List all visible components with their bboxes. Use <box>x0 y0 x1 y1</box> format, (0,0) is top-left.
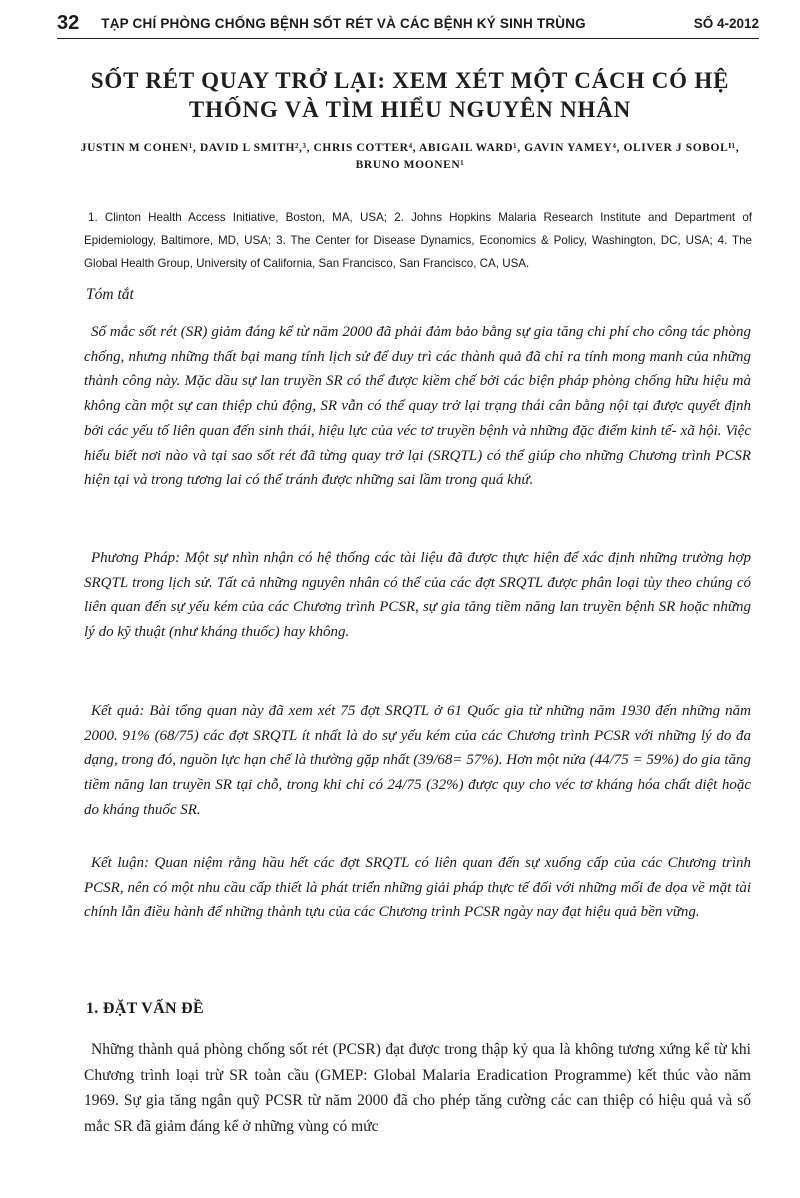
running-header <box>57 8 759 39</box>
issue-number: SỐ 4-2012 <box>693 15 759 31</box>
body-paragraph: Những thành quả phòng chống sốt rét (PCSR) đạt được trong thập kỷ qua là không tương xứng kể từ khi Chương trình loại trừ SR toàn cầu (GMEP: Global Malaria Eradication Programme) kết thúc vào năm 1969. Sự gia tăng ngân quỹ PCSR từ năm 2000 đã cho phép tăng cường các can thiệp có hiệu quả và số mắc SR đã giảm đáng kể ở những vùng có mức <box>84 1041 751 1135</box>
abstract-conclusion-paragraph: Kết luận: Quan niệm rằng hầu hết các đợt SRQTL có liên quan đến sự xuống cấp của các Chương trình PCSR, nên có một nhu cầu cấp thiết là phát triển những giải pháp thực tế đối với những mối đe dọa về mặt tài chính lẫn điều hành để những thành tựu của các Chương trình PCSR ngày nay đạt hiệu quả bền vững. <box>84 855 751 921</box>
abstract-methods-paragraph: Phương Pháp: Một sự nhìn nhận có hệ thống các tài liệu đã được thực hiện để xác định những trường hợp SRQTL trong lịch sử. Tất cả những nguyên nhân có thể của các đợt SRQTL được phân loại tùy theo chúng có liên quan đến sự yếu kém của các Chương trình PCSR, sự gia tăng tiềm năng lan truyền bệnh SR hoặc những lý do kỹ thuật (như kháng thuốc) hay không. <box>84 550 751 641</box>
abstract-summary-paragraph: Số mắc sốt rét (SR) giảm đáng kể từ năm 2000 đã phải đảm bảo bằng sự gia tăng chi phí cho công tác phòng chống, nhưng những thất bại mang tính lịch sử để duy trì các thành quả đã chỉ ra tính mong manh của những thành công này. Mặc dầu sự lan truyền SR có thể được kiềm chế bởi các biện pháp phòng chống hữu hiệu mà không cần một sự can thiệp chủ động, SR vẫn có thể quay trở lại trạng thái cân bằng nội tại được quyết định bởi các yếu tố liên quan đến sinh thái, hiệu lực của véc tơ truyền bệnh và những đặc điểm kinh tế- xã hội. Việc hiểu biết nơi nào và tại sao sốt rét đã từng quay trở lại (SRQTL) có thể giúp cho những Chương trình PCSR hiện tại và trong tương lai có thể tránh được những sai lầm trong quá khứ. <box>84 324 751 489</box>
article-title: SỐT RÉT QUAY TRỞ LẠI: XEM XÉT MỘT CÁCH CÓ HỆ THỐNG VÀ TÌM HIỂU NGUYÊN NHÂN <box>90 68 730 122</box>
journal-name: TẠP CHÍ PHÒNG CHỐNG BỆNH SỐT RÉT VÀ CÁC BỆNH KÝ SINH TRÙNG <box>101 15 586 31</box>
author-list: JUSTIN M COHEN¹, DAVID L SMITH²,³, CHRIS COTTER⁴, ABIGAIL WARD¹, GAVIN YAMEY⁴, OLIVER J SOBOLᴵ¹, BRUNO MOONEN¹ <box>80 142 740 171</box>
section-heading: 1. ĐẶT VẤN ĐỀ <box>86 1000 204 1017</box>
affiliations: 1. Clinton Health Access Initiative, Boston, MA, USA; 2. Johns Hopkins Malaria Research Institute and Department of Epidemiology, Baltimore, MD, USA; 3. The Center for Disease Dynamics, Economics & Policy, Washington, DC, USA; 4. The Global Health Group, University of California, San Francisco, San Francisco, CA, USA. <box>84 211 752 270</box>
page-number: 32 <box>57 11 80 34</box>
abstract-results-paragraph: Kết quả: Bài tổng quan này đã xem xét 75 đợt SRQTL ở 61 Quốc gia từ những năm 1930 đến những năm 2000. 91% (68/75) các đợt SRQTL ít nhất là do sự yếu kém của các Chương trình PCSR với những lý do đa dạng, trong đó, nguồn lực hạn chế là thường gặp nhất (39/68= 57%). Hơn một nửa (44/75 = 59%) do gia tăng tiềm năng lan truyền SR tại chỗ, trong khi chỉ có 24/75 (32%) được quy cho véc tơ kháng hóa chất diệt hoặc do kháng thuốc SR. <box>84 703 751 818</box>
abstract-label: Tóm tắt <box>86 286 134 303</box>
